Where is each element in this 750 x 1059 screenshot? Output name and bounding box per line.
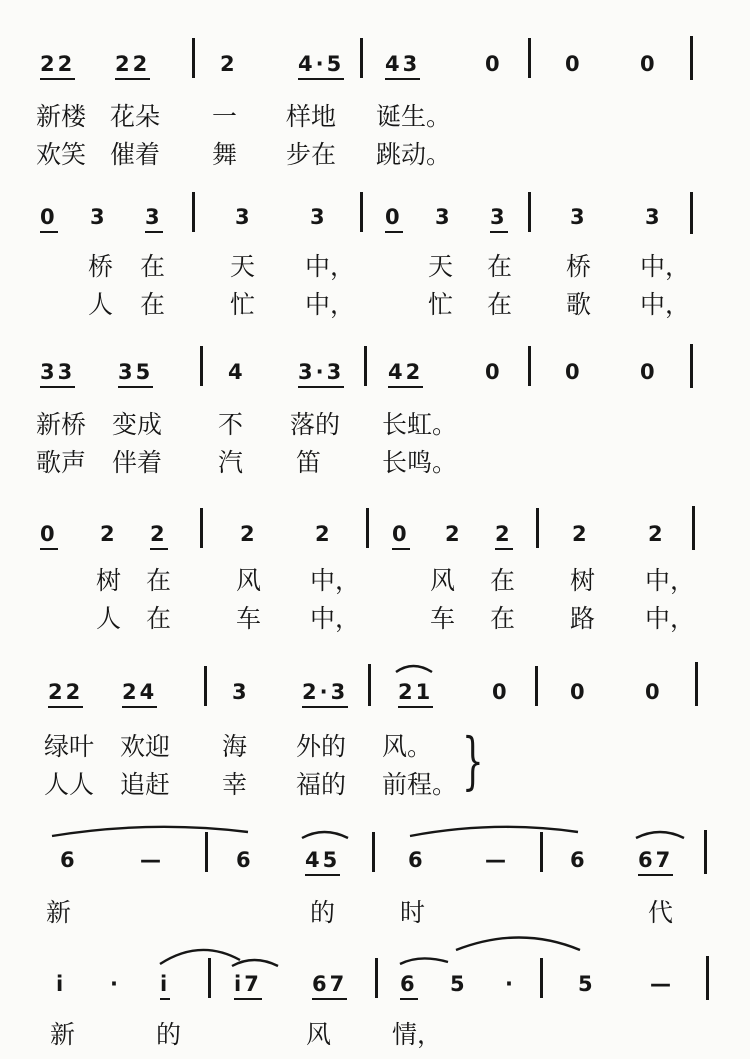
note: 2 — [240, 522, 258, 546]
note: 0 — [570, 680, 588, 704]
lyric: 忙 — [230, 290, 256, 319]
note: i — [56, 972, 67, 996]
lyric: 不 — [218, 410, 244, 439]
lyric: 长虹。 — [382, 410, 458, 439]
lyric: 花朵 — [110, 102, 161, 131]
note: 2 — [572, 522, 590, 546]
barline — [368, 664, 371, 706]
lyric: 在 — [140, 290, 166, 319]
lyric: 天 — [428, 252, 454, 281]
lyric: 海 — [222, 732, 248, 761]
lyric: 外的 — [296, 732, 347, 761]
barline — [535, 666, 538, 706]
barline — [204, 666, 207, 706]
lyric: 在 — [487, 290, 513, 319]
note: 0 — [492, 680, 510, 704]
note: 2 — [100, 522, 118, 546]
lyric: 福的 — [296, 770, 347, 799]
note-group: 22 — [115, 52, 150, 80]
lyric: 在 — [146, 604, 172, 633]
verse-brace: } — [462, 724, 484, 797]
note: 0 — [40, 205, 58, 233]
note: 3 — [90, 205, 108, 229]
note-group: 2·3 — [302, 680, 348, 708]
note: 6 — [570, 848, 588, 872]
note: 2 — [315, 522, 333, 546]
note-group: 67 — [638, 848, 673, 876]
lyric: 欢迎 — [120, 732, 171, 761]
tie-6-6-a — [52, 827, 248, 836]
lyric: 人 — [96, 604, 122, 633]
note: 4 — [228, 360, 246, 384]
note: 0 — [485, 360, 503, 384]
note: 0 — [565, 52, 583, 76]
note: 3 — [145, 205, 163, 233]
barline — [205, 832, 208, 872]
lyric: 代 — [648, 898, 674, 927]
barline — [706, 956, 709, 1000]
note: 3 — [232, 680, 250, 704]
barline — [704, 830, 707, 874]
barline — [690, 192, 693, 234]
note: 0 — [385, 205, 403, 233]
slur-21 — [396, 666, 432, 672]
note: 6 — [408, 848, 426, 872]
lyric: 风。 — [382, 732, 433, 761]
lyric: 前程。 — [382, 770, 458, 799]
note: 0 — [640, 52, 658, 76]
barline — [536, 508, 539, 548]
note: 0 — [640, 360, 658, 384]
lyric: 天 — [230, 252, 256, 281]
lyric: 忙 — [428, 290, 454, 319]
lyric: 新楼 — [36, 102, 87, 131]
lyric: 人 — [88, 290, 114, 319]
note: 0 — [485, 52, 503, 76]
note: 0 — [392, 522, 410, 550]
note: 0 — [645, 680, 663, 704]
lyric: 中， — [305, 290, 356, 319]
note: 2 — [220, 52, 238, 76]
lyric: 歌 — [566, 290, 592, 319]
lyric: 催着 — [110, 140, 161, 169]
lyric: 中， — [640, 252, 691, 281]
lyric: 新 — [46, 898, 72, 927]
lyric: 在 — [490, 604, 516, 633]
lyric: 幸 — [222, 770, 248, 799]
barline — [528, 38, 531, 78]
barline — [208, 958, 211, 998]
dot: · — [110, 972, 121, 996]
lyric: 跳动。 — [376, 140, 452, 169]
lyric: 树 — [96, 566, 122, 595]
lyric: 人人 — [44, 770, 95, 799]
slur-45 — [302, 832, 348, 838]
slur-i-i — [160, 950, 240, 964]
barline — [695, 662, 698, 706]
barline — [192, 192, 195, 232]
note: i — [160, 972, 170, 1000]
lyric: 笛 — [296, 448, 322, 477]
barline — [360, 192, 363, 232]
lyric: 车 — [430, 604, 456, 633]
lyric: 中， — [310, 604, 361, 633]
dash: — — [485, 848, 509, 872]
barline — [200, 346, 203, 386]
note-group: 33 — [40, 360, 75, 388]
lyric: 中， — [305, 252, 356, 281]
note: 0 — [40, 522, 58, 550]
lyric: 桥 — [88, 252, 114, 281]
lyric: 欢笑 — [36, 140, 87, 169]
note-group: i7 — [234, 972, 262, 1000]
lyric: 在 — [146, 566, 172, 595]
lyric: 路 — [570, 604, 596, 633]
note: 5 — [450, 972, 468, 996]
lyric: 的 — [156, 1020, 182, 1049]
barline — [540, 832, 543, 872]
note: 3 — [235, 205, 253, 229]
lyric: 中， — [640, 290, 691, 319]
lyric: 舞 — [212, 140, 238, 169]
lyric: 落的 — [290, 410, 341, 439]
lyric: 歌声 — [36, 448, 87, 477]
lyric: 车 — [236, 604, 262, 633]
lyric: 的 — [310, 898, 336, 927]
dash: — — [140, 848, 164, 872]
lyric: 中， — [645, 566, 696, 595]
lyric: 在 — [490, 566, 516, 595]
note: 6 — [400, 972, 418, 1000]
barline — [364, 346, 367, 386]
barline — [200, 508, 203, 548]
note-group: 22 — [40, 52, 75, 80]
lyric: 步在 — [286, 140, 337, 169]
note: 3 — [490, 205, 508, 233]
lyric: 风 — [306, 1020, 332, 1049]
note-group: 45 — [305, 848, 340, 876]
lyric: 风 — [430, 566, 456, 595]
note-group: 24 — [122, 680, 157, 708]
note: 3 — [645, 205, 663, 229]
tie-6-6-b — [410, 827, 578, 836]
barline — [692, 506, 695, 550]
note-group: 21 — [398, 680, 433, 708]
barline — [528, 192, 531, 232]
note-group: 3·3 — [298, 360, 344, 388]
barline — [192, 38, 195, 78]
lyric: 一 — [212, 102, 238, 131]
note-group: 43 — [385, 52, 420, 80]
lyric: 新桥 — [36, 410, 87, 439]
lyric: 时 — [400, 898, 426, 927]
lyric: 桥 — [566, 252, 592, 281]
slur-i7 — [232, 960, 278, 966]
lyric: 追赶 — [120, 770, 171, 799]
note: 3 — [570, 205, 588, 229]
note-group: 42 — [388, 360, 423, 388]
barline — [360, 38, 363, 78]
note: 2 — [150, 522, 168, 550]
lyric: 绿叶 — [44, 732, 95, 761]
lyric: 中， — [310, 566, 361, 595]
barline — [372, 832, 375, 872]
barline — [366, 508, 369, 548]
lyric: 中， — [645, 604, 696, 633]
note: 3 — [435, 205, 453, 229]
note-group: 22 — [48, 680, 83, 708]
note: 3 — [310, 205, 328, 229]
note: 2 — [495, 522, 513, 550]
note: 2 — [648, 522, 666, 546]
barline — [375, 958, 378, 998]
lyric: 伴着 — [112, 448, 163, 477]
note: 0 — [565, 360, 583, 384]
note-group: 35 — [118, 360, 153, 388]
note: 6 — [236, 848, 254, 872]
note-group: 67 — [312, 972, 347, 1000]
note-group: 4·5 — [298, 52, 344, 80]
tie-5-5 — [456, 938, 580, 951]
note: 2 — [445, 522, 463, 546]
lyric: 树 — [570, 566, 596, 595]
lyric: 在 — [487, 252, 513, 281]
lyric: 样地 — [286, 102, 337, 131]
dot: · — [505, 972, 516, 996]
lyric: 诞生。 — [376, 102, 452, 131]
barline — [540, 958, 543, 998]
lyric: 变成 — [112, 410, 163, 439]
barline — [528, 346, 531, 386]
lyric: 新 — [50, 1020, 76, 1049]
lyric: 汽 — [218, 448, 244, 477]
lyric: 在 — [140, 252, 166, 281]
barline — [690, 36, 693, 80]
lyric: 长鸣。 — [382, 448, 458, 477]
dash: — — [650, 972, 674, 996]
slur-6-5 — [400, 958, 448, 964]
note: 6 — [60, 848, 78, 872]
lyric: 情， — [392, 1020, 443, 1049]
note: 5 — [578, 972, 596, 996]
barline — [690, 344, 693, 388]
lyric: 风 — [236, 566, 262, 595]
slur-67 — [636, 832, 684, 838]
